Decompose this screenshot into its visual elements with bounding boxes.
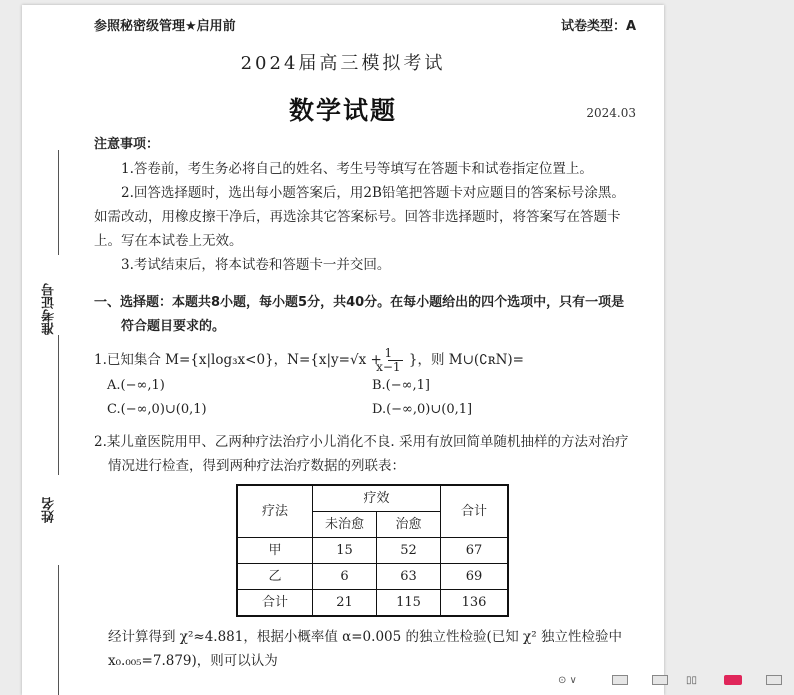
row-name: 甲 bbox=[237, 538, 313, 564]
notice-item-1: 1.答卷前，考生务必将自己的姓名、考生号等填写在答题卡和试卷指定位置上。 bbox=[121, 161, 593, 177]
notice-item-3: 3.考试结束后，将本试卷和答题卡一并交回。 bbox=[121, 257, 391, 273]
fullscreen-icon[interactable] bbox=[766, 675, 782, 685]
row-uncured: 6 bbox=[313, 564, 377, 590]
row-uncured: 21 bbox=[313, 590, 377, 617]
notice-title: 注意事项： bbox=[94, 137, 160, 152]
play-icon[interactable] bbox=[724, 675, 742, 685]
notice-item-2-cont: 如需改动，用橡皮擦干净后，再选涂其它答案标号。回答非选择题时，将答案写在答题卡 bbox=[94, 209, 621, 225]
row-cured: 63 bbox=[377, 564, 441, 590]
table-row bbox=[237, 590, 508, 617]
table-row bbox=[237, 538, 508, 564]
header-cured: 治愈 bbox=[377, 512, 441, 538]
q2-followup-end: x₀.₀₀₅=7.879)，则可以认为 bbox=[108, 653, 278, 669]
row-total: 136 bbox=[441, 590, 509, 617]
fraction bbox=[376, 346, 402, 374]
single-page-icon[interactable] bbox=[612, 675, 628, 685]
two-page-icon[interactable]: ▯▯ bbox=[686, 675, 698, 686]
row-uncured: 15 bbox=[313, 538, 377, 564]
fraction-numerator: 1 bbox=[388, 347, 402, 361]
row-cured: 52 bbox=[377, 538, 441, 564]
row-name: 合计 bbox=[237, 590, 313, 617]
exam-id-label: 准考证号 bbox=[42, 283, 57, 335]
row-name: 乙 bbox=[237, 564, 313, 590]
option-c: C.(−∞,0)∪(0,1) bbox=[107, 402, 207, 417]
header-effect: 疗效 bbox=[313, 485, 441, 512]
name-label: 姓名 bbox=[42, 497, 57, 523]
notice-item-2: 2.回答选择题时，选出每小题答案后，用2B铅笔把答题卡对应题目的答案标号涂黑。 bbox=[121, 185, 625, 201]
side-line bbox=[58, 335, 59, 475]
header-total: 合计 bbox=[441, 485, 509, 538]
exam-date: 2024.03 bbox=[586, 106, 636, 120]
header-method: 疗法 bbox=[237, 485, 313, 538]
contingency-table bbox=[236, 484, 509, 617]
q1-stem-start: 1.已知集合 M={x|log₃x<0}，N={x|y=√x + bbox=[94, 352, 382, 368]
option-a: A.(−∞,1) bbox=[107, 378, 165, 393]
option-d: D.(−∞,0)∪(0,1] bbox=[372, 402, 473, 417]
fraction-denominator: x−1 bbox=[376, 360, 401, 374]
side-line bbox=[58, 150, 59, 255]
paper-type: 试卷类型：A bbox=[560, 19, 636, 34]
document-content bbox=[94, 133, 636, 673]
question-1 bbox=[94, 347, 636, 374]
document-page bbox=[22, 5, 664, 695]
q2-followup: 经计算得到 χ²≈4.881，根据小概率值 α=0.005 的独立性检验(已知 χ² 独立性检验中 bbox=[108, 629, 622, 645]
page-view-icon[interactable] bbox=[652, 675, 668, 685]
row-total: 69 bbox=[441, 564, 509, 590]
comment-icon[interactable]: ⊙ ∨ bbox=[558, 675, 577, 686]
table-row bbox=[237, 564, 508, 590]
q1-options bbox=[107, 374, 636, 422]
row-cured: 115 bbox=[377, 590, 441, 617]
notice-item-2-end: 上。写在本试卷上无效。 bbox=[94, 233, 243, 249]
subject-title: 数学试题 bbox=[288, 96, 397, 125]
row-total: 67 bbox=[441, 538, 509, 564]
header-uncured: 未治愈 bbox=[313, 512, 377, 538]
question-2: 2.某儿童医院用甲、乙两种疗法治疗小儿消化不良. 采用有放回简单随机抽样的方法对治疗情况进行检查，得到两种疗法治疗数据的列联表： bbox=[94, 434, 629, 474]
q1-stem-end: }，则 M∪(∁ʀN)= bbox=[408, 352, 524, 368]
option-b: B.(−∞,1] bbox=[372, 378, 430, 393]
viewer-toolbar bbox=[0, 673, 794, 685]
exam-title: 2024届高三模拟考试 bbox=[240, 53, 446, 74]
section-heading: 一、选择题：本题共8小题，每小题5分，共40分。在每小题给出的四个选项中，只有一项是符合题目要求的。 bbox=[94, 295, 625, 334]
secret-note: 参照秘密级管理★启用前 bbox=[94, 19, 236, 34]
